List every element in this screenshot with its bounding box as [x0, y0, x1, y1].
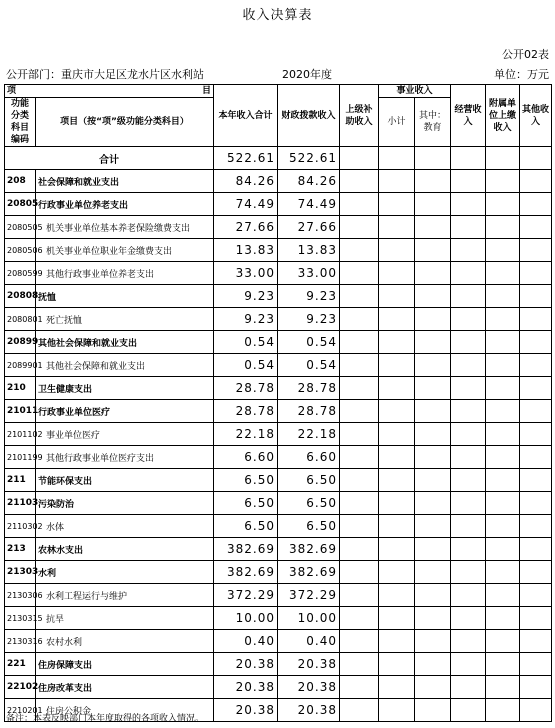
row-code: 2080505	[5, 216, 36, 239]
row-empty-cell	[486, 239, 520, 262]
row-empty-cell	[340, 561, 379, 584]
row-item-name: 污染防治	[36, 492, 214, 515]
row-code: 20805	[5, 193, 36, 216]
row-empty-cell	[520, 676, 552, 699]
row-empty-cell	[379, 630, 415, 653]
row-fiscal-income: 372.29	[278, 584, 340, 607]
table-row	[5, 607, 552, 630]
row-empty-cell	[520, 653, 552, 676]
row-empty-cell	[451, 262, 486, 285]
row-code: 213	[5, 538, 36, 561]
total-row	[5, 147, 552, 170]
table-row	[5, 400, 552, 423]
row-empty-cell	[415, 308, 451, 331]
header-business-sub: 小计	[379, 98, 415, 147]
row-empty-cell	[415, 377, 451, 400]
row-empty-cell	[340, 285, 379, 308]
row-empty-cell	[486, 446, 520, 469]
row-empty-cell	[451, 584, 486, 607]
table-row	[5, 515, 552, 538]
row-total-income: 372.29	[214, 584, 278, 607]
row-empty-cell	[520, 193, 552, 216]
row-item-name: 抚恤	[36, 285, 214, 308]
row-empty-cell	[415, 239, 451, 262]
row-empty-cell	[379, 239, 415, 262]
row-fiscal-income: 0.54	[278, 331, 340, 354]
row-fiscal-income: 382.69	[278, 538, 340, 561]
row-empty-cell	[379, 193, 415, 216]
table-row	[5, 469, 552, 492]
row-empty-cell	[520, 400, 552, 423]
row-empty-cell	[486, 538, 520, 561]
row-empty-cell	[520, 584, 552, 607]
row-empty-cell	[451, 170, 486, 193]
header-fiscal: 财政拨款收入	[278, 85, 340, 147]
table-row	[5, 446, 552, 469]
row-empty-cell	[340, 538, 379, 561]
row-empty-cell	[340, 492, 379, 515]
row-fiscal-income: 6.50	[278, 515, 340, 538]
row-empty-cell	[379, 653, 415, 676]
row-fiscal-income: 9.23	[278, 308, 340, 331]
row-empty-cell	[340, 170, 379, 193]
row-code: 2210201	[5, 699, 36, 722]
row-empty-cell	[415, 653, 451, 676]
row-empty-cell	[451, 285, 486, 308]
header-business-edu: 其中：教育	[415, 98, 451, 147]
row-total-income: 6.50	[214, 469, 278, 492]
row-item-name: 死亡抚恤	[36, 308, 214, 331]
row-fiscal-income: 20.38	[278, 676, 340, 699]
row-empty-cell	[486, 308, 520, 331]
table-row	[5, 285, 552, 308]
row-code: 2101102	[5, 423, 36, 446]
row-code: 21011	[5, 400, 36, 423]
row-empty-cell	[415, 469, 451, 492]
row-empty-cell	[340, 653, 379, 676]
row-empty-cell	[486, 699, 520, 722]
row-item-name: 卫生健康支出	[36, 377, 214, 400]
row-item-name: 抗旱	[36, 607, 214, 630]
row-fiscal-income: 74.49	[278, 193, 340, 216]
row-empty-cell	[486, 676, 520, 699]
header-func-code: 功能分类科目编码	[5, 98, 36, 147]
row-code: 221	[5, 653, 36, 676]
row-empty-cell	[520, 607, 552, 630]
row-empty-cell	[379, 354, 415, 377]
row-item-name: 机关事业单位职业年金缴费支出	[36, 239, 214, 262]
row-empty-cell	[340, 239, 379, 262]
header-affiliated: 附属单位上缴收入	[486, 85, 520, 147]
row-empty-cell	[415, 262, 451, 285]
header-mu: 目	[201, 86, 211, 96]
row-total-income: 84.26	[214, 170, 278, 193]
row-empty-cell	[520, 216, 552, 239]
row-total-income: 6.50	[214, 492, 278, 515]
row-code: 20899	[5, 331, 36, 354]
table-row	[5, 492, 552, 515]
table-row	[5, 561, 552, 584]
row-empty-cell	[451, 308, 486, 331]
row-total-income: 33.00	[214, 262, 278, 285]
row-total-income: 9.23	[214, 285, 278, 308]
row-empty-cell	[340, 400, 379, 423]
row-item-name: 机关事业单位基本养老保险缴费支出	[36, 216, 214, 239]
table-row	[5, 630, 552, 653]
row-empty-cell	[520, 492, 552, 515]
table-row	[5, 331, 552, 354]
table-code: 公开02表	[502, 48, 549, 61]
row-empty-cell	[520, 331, 552, 354]
row-empty-cell	[340, 584, 379, 607]
row-empty-cell	[379, 446, 415, 469]
income-table	[4, 84, 552, 722]
row-empty-cell	[340, 630, 379, 653]
row-empty-cell	[520, 377, 552, 400]
row-item-name: 行政事业单位养老支出	[36, 193, 214, 216]
row-empty-cell	[379, 331, 415, 354]
row-fiscal-income: 33.00	[278, 262, 340, 285]
row-empty-cell	[520, 354, 552, 377]
row-empty-cell	[451, 492, 486, 515]
row-code: 22102	[5, 676, 36, 699]
row-code: 2080599	[5, 262, 36, 285]
row-empty-cell	[379, 377, 415, 400]
row-empty-cell	[486, 354, 520, 377]
table-row	[5, 354, 552, 377]
table-row	[5, 653, 552, 676]
row-empty-cell	[379, 699, 415, 722]
row-total-income: 6.50	[214, 515, 278, 538]
row-total-income: 27.66	[214, 216, 278, 239]
row-empty-cell	[415, 699, 451, 722]
total-income-value: 522.61	[214, 147, 278, 170]
row-total-income: 28.78	[214, 400, 278, 423]
row-empty-cell	[340, 446, 379, 469]
row-empty-cell	[379, 607, 415, 630]
row-empty-cell	[520, 239, 552, 262]
row-empty-cell	[340, 607, 379, 630]
row-empty-cell	[415, 630, 451, 653]
row-empty-cell	[520, 469, 552, 492]
row-code: 2110302	[5, 515, 36, 538]
row-empty-cell	[486, 607, 520, 630]
row-empty-cell	[415, 285, 451, 308]
header-xiang: 项	[7, 86, 17, 96]
row-item-name: 行政事业单位医疗	[36, 400, 214, 423]
row-empty-cell	[379, 538, 415, 561]
row-code: 21103	[5, 492, 36, 515]
header-xiang-mu	[5, 85, 214, 98]
table-row	[5, 377, 552, 400]
table-row	[5, 676, 552, 699]
row-empty-cell	[379, 400, 415, 423]
row-total-income: 28.78	[214, 377, 278, 400]
row-empty-cell	[451, 561, 486, 584]
table-row	[5, 193, 552, 216]
row-total-income: 382.69	[214, 561, 278, 584]
row-empty-cell	[451, 193, 486, 216]
row-item-name: 住房改革支出	[36, 676, 214, 699]
row-empty-cell	[415, 561, 451, 584]
row-empty-cell	[340, 377, 379, 400]
row-item-name: 其他行政事业单位养老支出	[36, 262, 214, 285]
row-empty-cell	[415, 607, 451, 630]
row-empty-cell	[486, 515, 520, 538]
row-empty-cell	[340, 676, 379, 699]
row-empty-cell	[340, 331, 379, 354]
row-empty-cell	[379, 170, 415, 193]
table-row	[5, 538, 552, 561]
row-empty-cell	[415, 216, 451, 239]
row-empty-cell	[379, 285, 415, 308]
row-fiscal-income: 0.54	[278, 354, 340, 377]
row-item-name: 水体	[36, 515, 214, 538]
row-empty-cell	[379, 584, 415, 607]
row-item-name: 事业单位医疗	[36, 423, 214, 446]
row-empty-cell	[379, 262, 415, 285]
row-item-name: 社会保障和就业支出	[36, 170, 214, 193]
row-empty-cell	[486, 262, 520, 285]
row-code: 20808	[5, 285, 36, 308]
row-empty-cell	[340, 423, 379, 446]
row-empty-cell	[451, 607, 486, 630]
row-fiscal-income: 22.18	[278, 423, 340, 446]
row-fiscal-income: 84.26	[278, 170, 340, 193]
row-total-income: 382.69	[214, 538, 278, 561]
row-total-income: 10.00	[214, 607, 278, 630]
row-empty-cell	[520, 423, 552, 446]
row-empty-cell	[379, 469, 415, 492]
row-empty-cell	[415, 170, 451, 193]
row-empty-cell	[451, 469, 486, 492]
header-item: 项目（按“项”级功能分类科目）	[36, 98, 214, 147]
row-empty-cell	[415, 354, 451, 377]
row-empty-cell	[520, 285, 552, 308]
row-empty-cell	[486, 492, 520, 515]
row-empty-cell	[415, 584, 451, 607]
row-total-income: 6.60	[214, 446, 278, 469]
row-empty-cell	[415, 446, 451, 469]
row-fiscal-income: 28.78	[278, 400, 340, 423]
row-fiscal-income: 20.38	[278, 653, 340, 676]
header-total-income: 本年收入合计	[214, 85, 278, 147]
row-empty-cell	[340, 216, 379, 239]
department-label: 公开部门：重庆市大足区龙水片区水利站	[6, 68, 204, 81]
row-empty-cell	[486, 423, 520, 446]
row-item-name: 其他行政事业单位医疗支出	[36, 446, 214, 469]
header-upper: 上级补助收入	[340, 85, 379, 147]
row-item-name: 住房保障支出	[36, 653, 214, 676]
row-total-income: 20.38	[214, 676, 278, 699]
row-empty-cell	[379, 423, 415, 446]
page-title: 收入决算表	[242, 8, 313, 23]
row-total-income: 0.54	[214, 331, 278, 354]
row-total-income: 20.38	[214, 699, 278, 722]
row-item-name: 农村水利	[36, 630, 214, 653]
row-empty-cell	[340, 308, 379, 331]
row-code: 2130315	[5, 607, 36, 630]
row-empty-cell	[486, 285, 520, 308]
row-fiscal-income: 382.69	[278, 561, 340, 584]
row-code: 2130316	[5, 630, 36, 653]
row-empty-cell	[415, 676, 451, 699]
row-item-name: 水利	[36, 561, 214, 584]
row-code: 210	[5, 377, 36, 400]
row-empty-cell	[451, 653, 486, 676]
row-fiscal-income: 20.38	[278, 699, 340, 722]
row-empty-cell	[520, 699, 552, 722]
row-empty-cell	[415, 400, 451, 423]
row-empty-cell	[520, 170, 552, 193]
row-empty-cell	[486, 630, 520, 653]
row-item-name: 节能环保支出	[36, 469, 214, 492]
row-empty-cell	[451, 331, 486, 354]
row-empty-cell	[486, 400, 520, 423]
row-item-name: 住房公积金	[36, 699, 214, 722]
row-empty-cell	[451, 630, 486, 653]
row-empty-cell	[340, 699, 379, 722]
row-empty-cell	[486, 584, 520, 607]
row-empty-cell	[451, 423, 486, 446]
row-item-name: 其他社会保障和就业支出	[36, 331, 214, 354]
row-code: 208	[5, 170, 36, 193]
total-label: 合计	[5, 147, 214, 170]
row-empty-cell	[451, 239, 486, 262]
table-row	[5, 584, 552, 607]
row-code: 2080801	[5, 308, 36, 331]
row-item-name: 农林水支出	[36, 538, 214, 561]
row-total-income: 0.54	[214, 354, 278, 377]
row-empty-cell	[520, 538, 552, 561]
row-empty-cell	[415, 492, 451, 515]
row-fiscal-income: 13.83	[278, 239, 340, 262]
row-item-name: 其他社会保障和就业支出	[36, 354, 214, 377]
row-empty-cell	[486, 469, 520, 492]
row-empty-cell	[379, 676, 415, 699]
row-code: 21303	[5, 561, 36, 584]
row-empty-cell	[340, 193, 379, 216]
row-empty-cell	[451, 515, 486, 538]
row-total-income: 9.23	[214, 308, 278, 331]
header-operating: 经营收入	[451, 85, 486, 147]
total-fiscal-value: 522.61	[278, 147, 340, 170]
row-empty-cell	[415, 331, 451, 354]
row-empty-cell	[486, 193, 520, 216]
row-empty-cell	[451, 400, 486, 423]
row-fiscal-income: 27.66	[278, 216, 340, 239]
row-fiscal-income: 6.60	[278, 446, 340, 469]
table-row	[5, 170, 552, 193]
row-code: 2080506	[5, 239, 36, 262]
row-total-income: 74.49	[214, 193, 278, 216]
row-empty-cell	[486, 331, 520, 354]
row-code: 211	[5, 469, 36, 492]
table-row	[5, 308, 552, 331]
row-item-name: 水利工程运行与维护	[36, 584, 214, 607]
row-empty-cell	[415, 193, 451, 216]
year-label: 2020年度	[282, 68, 332, 81]
row-empty-cell	[415, 538, 451, 561]
footnote: 备注：本表反映部门本年度取得的各项收入情况。	[6, 714, 205, 724]
row-empty-cell	[486, 377, 520, 400]
row-empty-cell	[451, 354, 486, 377]
row-empty-cell	[486, 170, 520, 193]
row-empty-cell	[520, 446, 552, 469]
row-empty-cell	[415, 423, 451, 446]
row-empty-cell	[340, 515, 379, 538]
row-total-income: 22.18	[214, 423, 278, 446]
row-empty-cell	[415, 515, 451, 538]
row-fiscal-income: 0.40	[278, 630, 340, 653]
row-empty-cell	[340, 469, 379, 492]
row-empty-cell	[451, 216, 486, 239]
row-empty-cell	[451, 676, 486, 699]
row-empty-cell	[379, 561, 415, 584]
table-row	[5, 216, 552, 239]
row-empty-cell	[451, 377, 486, 400]
row-empty-cell	[340, 354, 379, 377]
row-empty-cell	[340, 262, 379, 285]
header-other: 其他收入	[520, 85, 552, 147]
row-empty-cell	[379, 216, 415, 239]
row-code: 2089901	[5, 354, 36, 377]
unit-label: 单位：万元	[494, 68, 549, 81]
table-row	[5, 262, 552, 285]
row-empty-cell	[520, 561, 552, 584]
row-empty-cell	[379, 515, 415, 538]
row-total-income: 13.83	[214, 239, 278, 262]
row-fiscal-income: 10.00	[278, 607, 340, 630]
row-empty-cell	[486, 653, 520, 676]
row-total-income: 20.38	[214, 653, 278, 676]
row-empty-cell	[520, 308, 552, 331]
table-row	[5, 239, 552, 262]
row-total-income: 0.40	[214, 630, 278, 653]
row-empty-cell	[486, 561, 520, 584]
row-empty-cell	[520, 515, 552, 538]
row-fiscal-income: 6.50	[278, 492, 340, 515]
row-fiscal-income: 6.50	[278, 469, 340, 492]
row-empty-cell	[520, 262, 552, 285]
table-row	[5, 423, 552, 446]
row-code: 2130306	[5, 584, 36, 607]
row-empty-cell	[520, 630, 552, 653]
row-fiscal-income: 28.78	[278, 377, 340, 400]
row-empty-cell	[451, 699, 486, 722]
header-business: 事业收入	[379, 85, 451, 98]
row-empty-cell	[451, 446, 486, 469]
row-empty-cell	[379, 492, 415, 515]
row-empty-cell	[486, 216, 520, 239]
row-empty-cell	[379, 308, 415, 331]
row-empty-cell	[451, 538, 486, 561]
row-fiscal-income: 9.23	[278, 285, 340, 308]
row-code: 2101199	[5, 446, 36, 469]
